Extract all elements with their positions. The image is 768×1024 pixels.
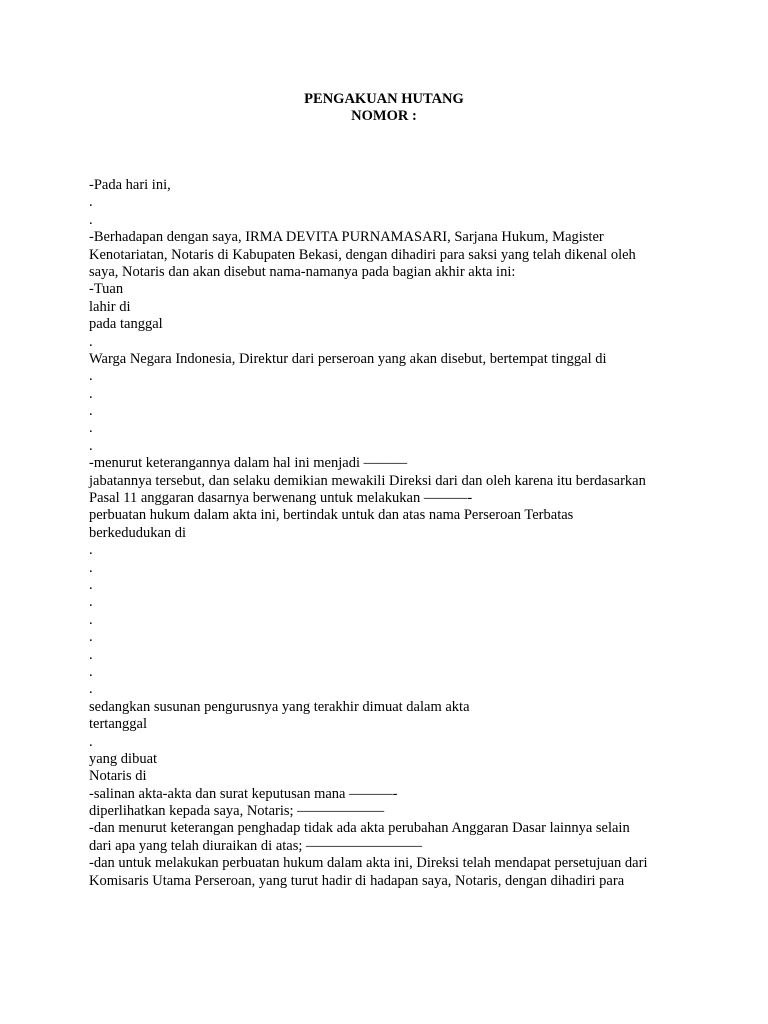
text-line: jabatannya tersebut, dan selaku demikian mewakili Direksi dari dan oleh karena itu berdasarkan xyxy=(89,472,646,489)
text-line: . xyxy=(89,385,93,402)
text-line: -Berhadapan dengan saya, IRMA DEVITA PURNAMASARI, Sarjana Hukum, Magister xyxy=(89,229,604,246)
text-line: Komisaris Utama Perseroan, yang turut hadir di hadapan saya, Notaris, dengan dihadiri para xyxy=(89,872,625,889)
text-line: . xyxy=(89,576,93,593)
text-line: . xyxy=(89,211,93,228)
text-line: Kenotariatan, Notaris di Kabupaten Bekasi, dengan dihadiri para saksi yang telah dikenal oleh xyxy=(89,246,636,263)
text-line: . xyxy=(89,681,93,698)
text-line: . xyxy=(89,437,93,454)
text-line: . xyxy=(89,646,93,663)
document-number: NOMOR : xyxy=(351,108,417,124)
text-line: berkedudukan di xyxy=(89,524,187,541)
text-line: -menurut keterangannya dalam hal ini menjadi ——— xyxy=(89,455,408,472)
text-line: -dan menurut keterangan penghadap tidak ada akta perubahan Anggaran Dasar lainnya selain xyxy=(89,820,630,837)
text-line: Warga Negara Indonesia, Direktur dari perseroan yang akan disebut, bertempat tinggal di xyxy=(89,350,607,367)
text-line: dari apa yang telah diuraikan di atas; ———————— xyxy=(89,837,423,854)
text-line: pada tanggal xyxy=(89,316,163,333)
text-line: Notaris di xyxy=(89,768,147,785)
text-line: tertanggal xyxy=(89,716,147,733)
document-title: PENGAKUAN HUTANG xyxy=(304,91,464,107)
text-line: diperlihatkan kepada saya, Notaris; —————— xyxy=(89,803,385,820)
text-line: . xyxy=(89,663,93,680)
document-body xyxy=(89,177,709,890)
text-line: perbuatan hukum dalam akta ini, bertindak untuk dan atas nama Perseroan Terbatas xyxy=(89,507,574,524)
text-line: . xyxy=(89,194,93,211)
text-line: saya, Notaris dan akan disebut nama-namanya pada bagian akhir akta ini: xyxy=(89,263,516,280)
text-line: . xyxy=(89,611,93,628)
text-line: . xyxy=(89,559,93,576)
text-line: . xyxy=(89,403,93,420)
text-line: . xyxy=(89,594,93,611)
text-line: . xyxy=(89,368,93,385)
text-line: yang dibuat xyxy=(89,750,158,767)
text-line: -Tuan xyxy=(89,281,124,298)
text-line: . xyxy=(89,420,93,437)
text-line: -dan untuk melakukan perbuatan hukum dalam akta ini, Direksi telah mendapat persetujuan dari xyxy=(89,855,648,872)
text-line: . xyxy=(89,629,93,646)
text-line: sedangkan susunan pengurusnya yang terakhir dimuat dalam akta xyxy=(89,698,470,715)
text-line: -Pada hari ini, xyxy=(89,177,171,193)
text-line: . xyxy=(89,333,93,350)
text-line: -salinan akta-akta dan surat keputusan mana ———- xyxy=(89,785,398,802)
text-line: . xyxy=(89,542,93,559)
text-line: Pasal 11 anggaran dasarnya berwenang untuk melakukan ———- xyxy=(89,490,473,507)
text-line: . xyxy=(89,733,93,750)
text-line: lahir di xyxy=(89,298,131,315)
